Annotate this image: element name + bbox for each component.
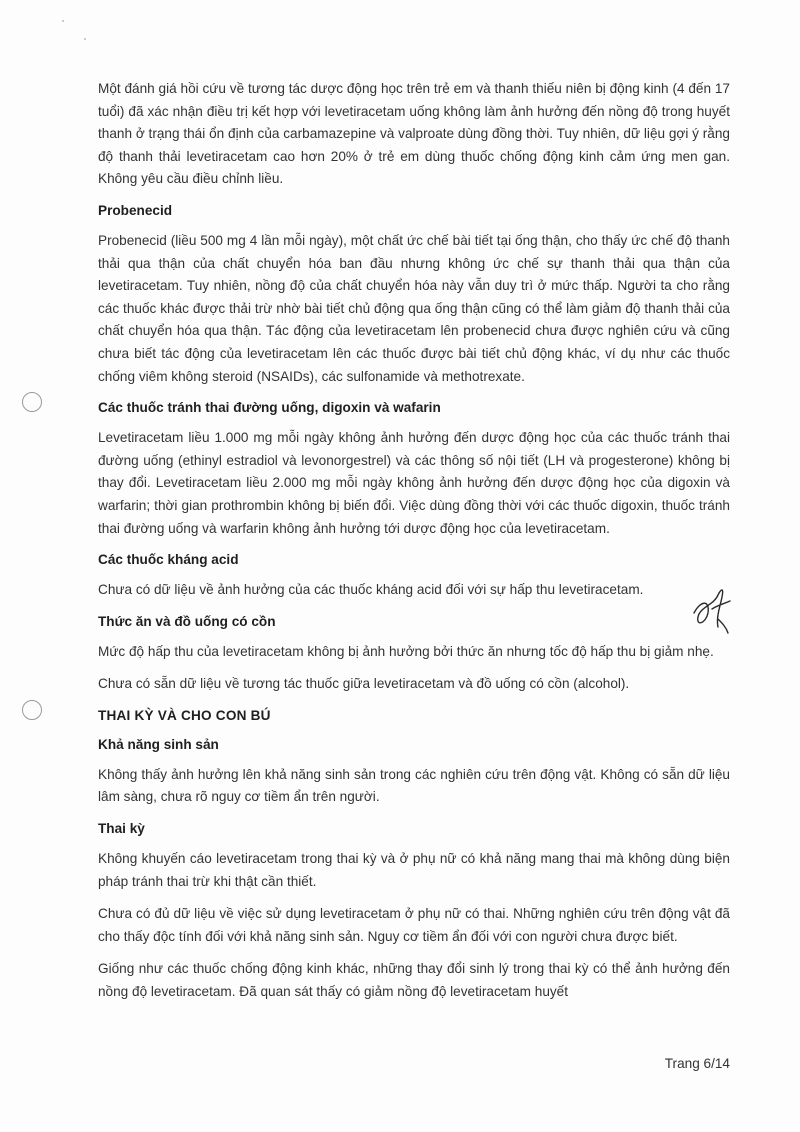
document-body <box>98 78 730 1014</box>
paragraph-contraceptives: Levetiracetam liều 1.000 mg mỗi ngày không ảnh hưởng đến dược động học của các thuốc tránh thai đường uống (ethinyl estradiol và levonorgestrel) và các thông số nội tiết (LH và progesterone) không bị thay đổi. Levetiracetam liều 2.000 mg mỗi ngày không ảnh hưởng đến dược động học của digoxin và warfarin; thời gian prothrombin không bị biến đổi. Việc dùng đồng thời với các thuốc digoxin, thuốc tránh thai đường uống và warfarin không ảnh hưởng tới dược động học của levetiracetam. <box>98 430 730 536</box>
paragraph-alcohol: Chưa có sẵn dữ liệu về tương tác thuốc giữa levetiracetam và đồ uống có cồn (alcohol). <box>98 676 630 692</box>
paragraph-pregnancy-1: Không khuyến cáo levetiracetam trong thai kỳ và ở phụ nữ có khả năng mang thai mà không dùng biện pháp tránh thai trừ khi thật cần thiết. <box>98 851 730 889</box>
heading-fertility: Khả năng sinh sản <box>98 736 219 752</box>
paragraph-food: Mức độ hấp thu của levetiracetam không bị ảnh hưởng bởi thức ăn nhưng tốc độ hấp thu bị giảm nhẹ. <box>98 643 714 659</box>
heading-antacids: Các thuốc kháng acid <box>98 552 239 568</box>
paragraph-pregnancy-3: Giống như các thuốc chống động kinh khác, những thay đổi sinh lý trong thai kỳ có thể ảnh hưởng đến nồng độ levetiracetam. Đã quan sát thấy có giảm nồng độ levetiracetam huyết <box>98 961 730 1000</box>
paragraph-probenecid: Probenecid (liều 500 mg 4 lần mỗi ngày), một chất ức chế bài tiết tại ống thận, cho thấy ức chế độ thanh thải qua thận của chất chuyển hóa ban đầu nhưng không ức chế sự thanh thải qua thận của levetiracetam. Tuy nhiên, nồng độ của chất chuyển hóa này vẫn duy trì ở mức thấp. Người ta cho rằng các thuốc khác được thải trừ nhờ bài tiết chủ động qua ống thận cũng có thể làm giảm độ thanh thải của chất chuyển hóa qua thận. Tác động của levetiracetam lên probenecid chưa được nghiên cứu và cũng chưa biết tác động của levetiracetam lên các thuốc được bài tiết chủ động khác, ví dụ như các thuốc chống viêm không steroid (NSAIDs), các sulfonamide và methotrexate. <box>98 232 730 384</box>
heading-pregnancy: Thai kỳ <box>98 821 145 837</box>
heading-probenecid: Probenecid <box>98 202 173 218</box>
heading-contraceptives: Các thuốc tránh thai đường uống, digoxin và wafarin <box>98 400 441 416</box>
page-number: Trang 6/14 <box>664 1056 730 1071</box>
punch-hole-mark <box>22 700 42 720</box>
punch-hole-mark <box>22 392 42 412</box>
scan-speck <box>62 20 64 22</box>
heading-food-alcohol: Thức ăn và đồ uống có cồn <box>98 613 276 629</box>
handwritten-initials-signature <box>688 583 734 635</box>
paragraph-pediatric-interaction: Một đánh giá hồi cứu về tương tác dược động học trên trẻ em và thanh thiếu niên bị động kinh (4 đến 17 tuổi) đã xác nhận điều trị kết hợp với levetiracetam uống không làm ảnh hưởng đến nồng độ trong huyết thanh ở trạng thái ổn định của carbamazepine và valproate dùng đồng thời. Tuy nhiên, dữ liệu gợi ý rằng độ thanh thải levetiracetam cao hơn 20% ở trẻ em dùng thuốc chống động kinh cảm ứng men gan. Không yêu cầu điều chỉnh liều. <box>98 81 730 187</box>
scan-speck <box>84 38 86 40</box>
paragraph-pregnancy-2: Chưa có đủ dữ liệu về việc sử dụng levetiracetam ở phụ nữ có thai. Những nghiên cứu trên động vật đã cho thấy độc tính đối với khả năng sinh sản. Nguy cơ tiềm ẩn đối với con người chưa được biết. <box>98 906 730 944</box>
paragraph-fertility: Không thấy ảnh hưởng lên khả năng sinh sản trong các nghiên cứu trên động vật. Không có sẵn dữ liệu lâm sàng, chưa rõ nguy cơ tiềm ẩn trên người. <box>98 766 730 805</box>
section-pregnancy-lactation: THAI KỲ VÀ CHO CON BÚ <box>98 707 271 723</box>
paragraph-antacids: Chưa có dữ liệu về ảnh hưởng của các thuốc kháng acid đối với sự hấp thu levetiracetam. <box>98 582 644 598</box>
